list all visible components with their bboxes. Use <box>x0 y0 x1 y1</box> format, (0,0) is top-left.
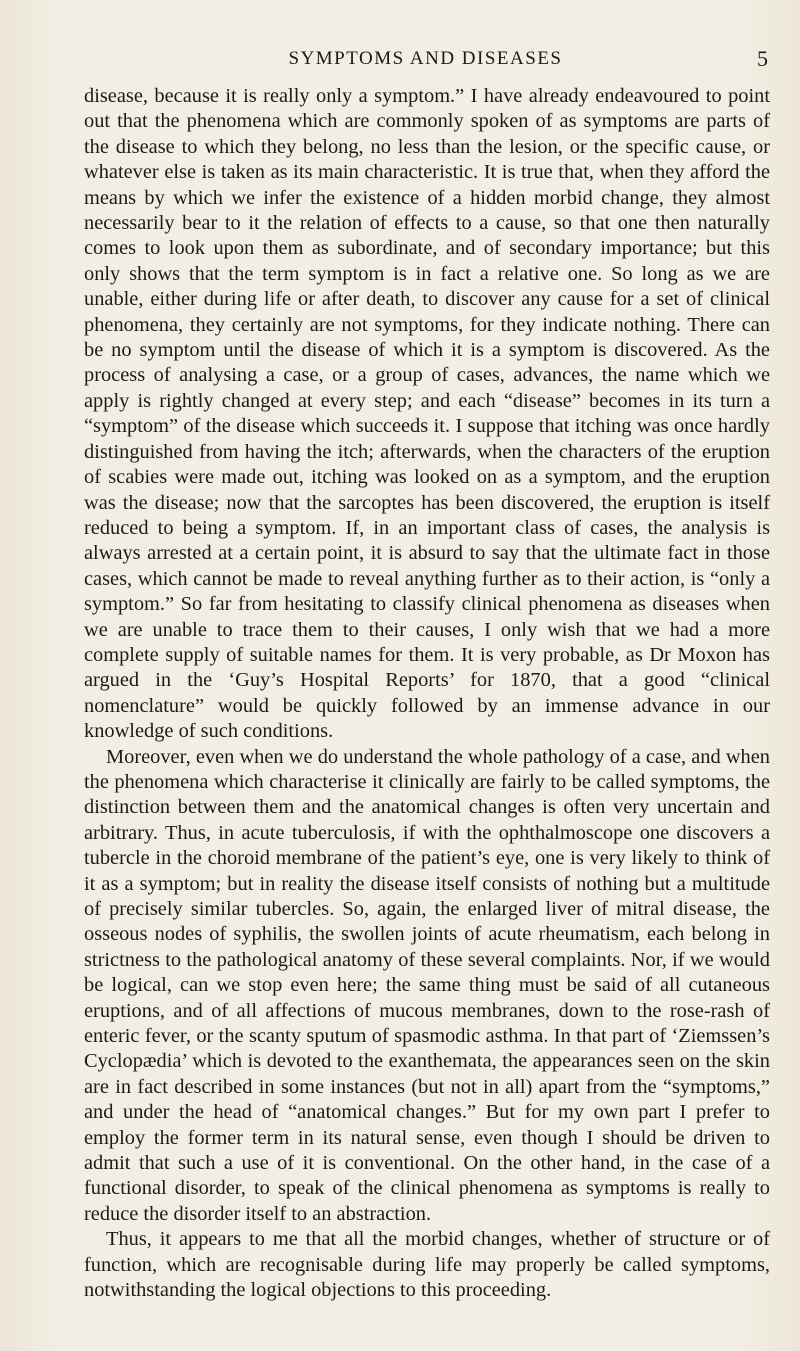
paragraph-thus: Thus, it appears to me that all the morbid changes, whether of structure or of function, which are recognisable during life may properly be called symptoms, notwithstanding the logical objections to this proceeding. <box>84 1228 770 1302</box>
paragraph-continuation: disease, because it is really only a symptom.” I have already endeavoured to point out that the phenomena which are commonly spoken of as symptoms are parts of the disease to which they belong, no less than the lesion, or the specific cause, or whatever else is taken as its main characteristic. It is true that, when they afford the means by which we infer the existence of a hidden morbid change, they almost necessarily bear to it the relation of effects to a cause, so that one then naturally comes to look upon them as subordinate, and of secondary importance; but this only shows that the term symptom is in fact a relative one. So long as we are unable, either during life or after death, to discover any cause for a set of clinical phenomena, they certainly are not symptoms, for they indicate nothing. There can be no symptom until the disease of which it is a symptom is discovered. As the process of analysing a case, or a group of cases, advances, the name which we apply is rightly changed at every step; and each “disease” becomes in its turn a “symptom” of the disease which succeeds it. I suppose that itching was once hardly distinguished from having the itch; afterwards, when the characters of the eruption of scabies were made out, itching was looked on as a symptom, and the eruption was the disease; now that the sarcoptes has been discovered, the eruption is itself reduced to being a symptom. If, in an important class of cases, the analysis is always arrested at a certain point, it is absurd to say that the ultimate fact in those cases, which cannot be made to reveal anything further as to their action, is “only a symptom.” So far from hesitating to classify clinical phenomena as diseases when we are unable to trace them to their causes, I only wish that we had a more complete supply of suitable names for them. It is very probable, as Dr Moxon has argued in the ‘Guy’s Hospital Reports’ for 1870, that a good “clinical nomenclature” would be quickly followed by an immense advance in our knowledge of such conditions. <box>84 85 770 743</box>
running-title: SYMPTOMS AND DISEASES <box>288 48 563 69</box>
paragraph-moreover: Moreover, even when we do understand the whole pathology of a case, and when the phenomena which characterise it clinically are fairly to be called symptoms, the distinction between them and the anatomical changes is often very uncertain and arbitrary. Thus, in acute tuberculosis, if with the ophthalmoscope one discovers a tubercle in the choroid membrane of the patient’s eye, one is very likely to think of it as a symptom; but in reality the disease itself consists of nothing but a multitude of precisely similar tubercles. So, again, the enlarged liver of mitral disease, the osseous nodes of syphilis, the swollen joints of acute rheumatism, each belong in strictness to the pathological anatomy of these several complaints. Nor, if we would be logical, can we stop even here; the same thing must be said of all cutaneous eruptions, and of all affections of mucous membranes, down to the rose-rash of enteric fever, or the scanty sputum of spasmodic asthma. In that part of ‘Ziemssen’s Cyclopædia’ which is devoted to the exanthemata, the appearances seen on the skin are in fact described in some instances (but not in all) apart from the “symptoms,” and under the head of “anatomical changes.” But for my own part I prefer to employ the former term in its natural sense, even though I should be driven to admit that such a use of it is conventional. On the other hand, in the case of a functional disorder, to speak of the clinical phenomena as symptoms is really to reduce the disorder itself to an abstraction. <box>84 745 770 1225</box>
page-number: 5 <box>757 46 768 71</box>
body-text <box>84 84 770 1304</box>
running-header <box>83 46 768 72</box>
